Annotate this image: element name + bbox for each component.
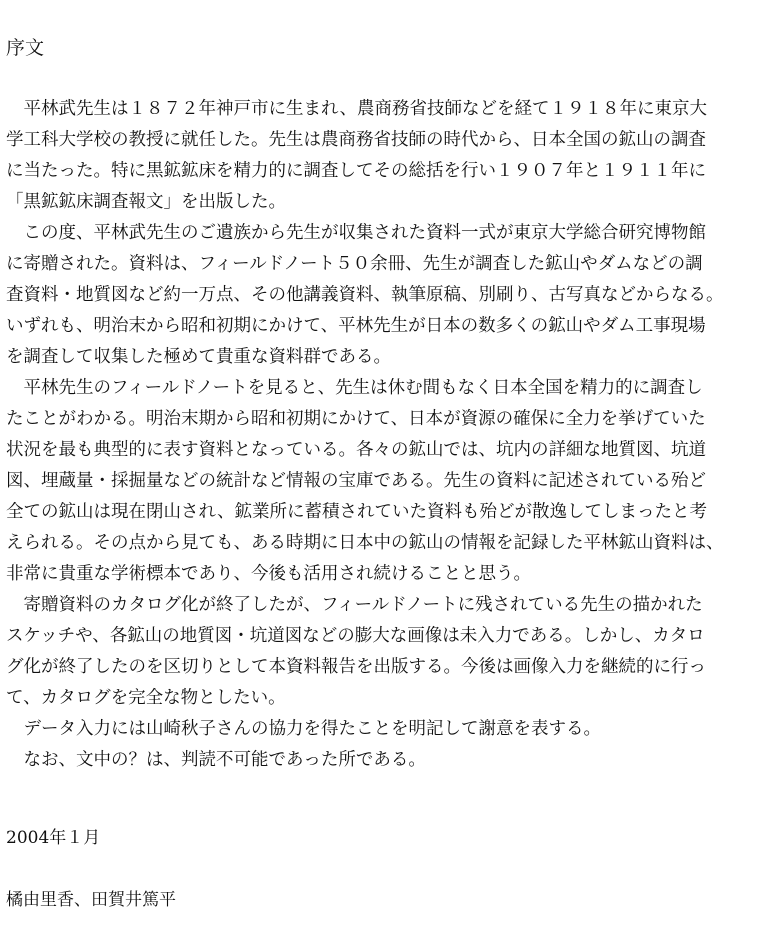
- text-line: たことがわかる。明治末期から昭和初期にかけて、日本が資源の確保に全力を挙げていた: [6, 409, 706, 429]
- text-line: この度、平林武先生のご遺族から先生が収集された資料一式が東京大学総合研究博物館: [6, 223, 706, 243]
- text-line: 平林武先生は１８７２年神戸市に生まれ、農商務省技師などを経て１９１８年に東京大: [6, 99, 708, 119]
- authors-line: 橘由里香、田賀井篤平: [6, 890, 176, 910]
- preface-body: [6, 94, 774, 776]
- text-line: 非常に貴重な学術標本であり、今後も活用され続けることと思う。: [6, 564, 531, 584]
- text-line: なお、文中の？は、判読不可能であった所である。: [6, 750, 426, 770]
- text-line: いずれも、明治末から昭和初期にかけて、平林先生が日本の数多くの鉱山やダム工事現場: [6, 316, 706, 336]
- text-line: を調査して収集した極めて貴重な資料群である。: [6, 347, 391, 367]
- text-line: 全ての鉱山は現在閉山され、鉱業所に蓄積されていた資料も殆どが散逸してしまったと考: [6, 502, 708, 522]
- text-line: 査資料・地質図など約一万点、その他講義資料、執筆原稿、別刷り、古写真などからなる。: [6, 285, 724, 305]
- text-line: 状況を最も典型的に表す資料となっている。各々の鉱山では、坑内の詳細な地質図、坑道: [6, 440, 706, 460]
- text-line: に寄贈された。資料は、フィールドノート５０余冊、先生が調査した鉱山やダムなどの調: [6, 254, 703, 274]
- text-line: 寄贈資料のカタログ化が終了したが、フィールドノートに残されている先生の描かれた: [6, 595, 703, 615]
- text-line: 「黒鉱鉱床調査報文」を出版した。: [6, 192, 286, 212]
- date-line: 2004年１月: [6, 828, 101, 848]
- text-line: データ入力には山崎秋子さんの協力を得たことを明記して謝意を表する。: [6, 719, 601, 739]
- text-line: スケッチや、各鉱山の地質図・坑道図などの膨大な画像は未入力である。しかし、カタロ: [6, 626, 705, 646]
- text-line: グ化が終了したのを区切りとして本資料報告を出版する。今後は画像入力を継続的に行っ: [6, 657, 706, 677]
- text-line: に当たった。特に黒鉱鉱床を精力的に調査してその総括を行い１９０７年と１９１１年に: [6, 161, 706, 181]
- text-line: て、カタログを完全な物としたい。: [6, 688, 286, 708]
- text-line: えられる。その点から見ても、ある時期に日本中の鉱山の情報を記録した平林鉱山資料は、: [6, 533, 724, 553]
- text-line: 図、埋蔵量・採掘量などの統計など情報の宝庫である。先生の資料に記述されている殆ど: [6, 471, 706, 491]
- page-title: 序文: [6, 37, 45, 59]
- text-line: 学工科大学校の教授に就任した。先生は農商務省技師の時代から、日本全国の鉱山の調査: [6, 130, 706, 150]
- text-line: 平林先生のフィールドノートを見ると、先生は休む間もなく日本全国を精力的に調査し: [6, 378, 703, 398]
